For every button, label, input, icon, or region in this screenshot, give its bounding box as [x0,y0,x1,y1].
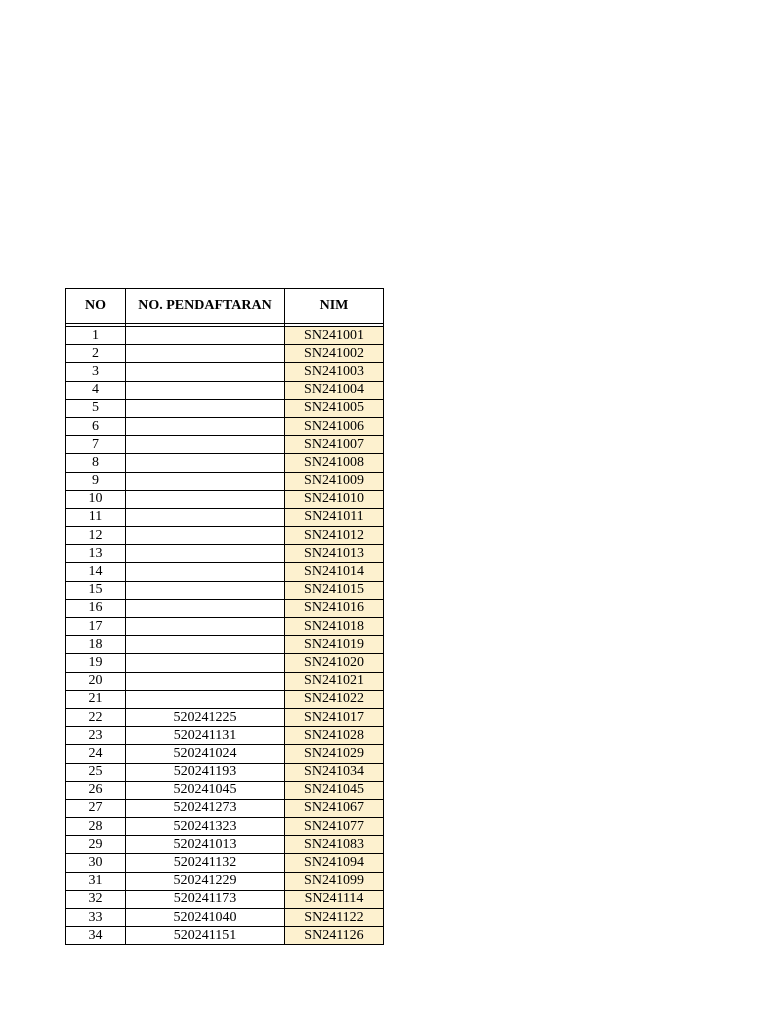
table-row [66,454,384,472]
table-row [66,818,384,836]
cell-no: 26 [66,781,126,799]
cell-no: 23 [66,727,126,745]
cell-nim: SN241077 [285,818,384,836]
cell-nim: SN241012 [285,527,384,545]
table-row [66,563,384,581]
cell-no: 29 [66,836,126,854]
cell-no: 11 [66,508,126,526]
table-header-row [66,289,384,324]
cell-registration-number [126,472,285,490]
cell-registration-number [126,327,285,345]
table-row [66,381,384,399]
cell-registration-number: 520241193 [126,763,285,781]
cell-no: 9 [66,472,126,490]
table-row [66,436,384,454]
cell-registration-number: 520241323 [126,818,285,836]
cell-nim: SN241020 [285,654,384,672]
table-row [66,854,384,872]
cell-registration-number [126,618,285,636]
cell-registration-number [126,527,285,545]
cell-nim: SN241019 [285,636,384,654]
table-row [66,581,384,599]
cell-registration-number: 520241273 [126,799,285,817]
cell-nim: SN241016 [285,599,384,617]
cell-no: 32 [66,890,126,908]
cell-registration-number: 520241024 [126,745,285,763]
cell-nim: SN241013 [285,545,384,563]
cell-no: 28 [66,818,126,836]
cell-no: 16 [66,599,126,617]
cell-no: 7 [66,436,126,454]
cell-no: 12 [66,527,126,545]
cell-registration-number [126,545,285,563]
table-row [66,927,384,945]
cell-registration-number: 520241151 [126,927,285,945]
table-row [66,654,384,672]
cell-nim: SN241028 [285,727,384,745]
cell-nim: SN241122 [285,909,384,927]
cell-registration-number [126,563,285,581]
table-body [66,324,384,945]
cell-nim: SN241001 [285,327,384,345]
cell-no: 18 [66,636,126,654]
cell-no: 10 [66,490,126,508]
cell-no: 15 [66,581,126,599]
cell-registration-number [126,363,285,381]
table-row [66,399,384,417]
cell-no: 31 [66,872,126,890]
cell-no: 1 [66,327,126,345]
table-row [66,872,384,890]
cell-registration-number: 520241045 [126,781,285,799]
cell-no: 6 [66,417,126,435]
cell-no: 5 [66,399,126,417]
cell-registration-number [126,345,285,363]
table-row [66,763,384,781]
cell-registration-number [126,417,285,435]
student-nim-table [65,288,384,945]
cell-registration-number [126,399,285,417]
table-row [66,527,384,545]
cell-registration-number: 520241229 [126,872,285,890]
cell-registration-number [126,654,285,672]
cell-registration-number [126,636,285,654]
cell-no: 22 [66,708,126,726]
cell-nim: SN241022 [285,690,384,708]
table-row [66,836,384,854]
table-row [66,909,384,927]
table-row [66,417,384,435]
cell-registration-number [126,490,285,508]
cell-registration-number [126,508,285,526]
cell-nim: SN241029 [285,745,384,763]
table-row [66,727,384,745]
cell-nim: SN241002 [285,345,384,363]
table-row [66,799,384,817]
cell-nim: SN241114 [285,890,384,908]
cell-no: 3 [66,363,126,381]
cell-registration-number [126,454,285,472]
cell-nim: SN241018 [285,618,384,636]
cell-nim: SN241008 [285,454,384,472]
table-row [66,781,384,799]
cell-no: 8 [66,454,126,472]
table-row [66,345,384,363]
cell-registration-number: 520241225 [126,708,285,726]
table-row [66,690,384,708]
table-row [66,599,384,617]
cell-no: 14 [66,563,126,581]
cell-nim: SN241045 [285,781,384,799]
cell-no: 25 [66,763,126,781]
cell-nim: SN241034 [285,763,384,781]
cell-no: 4 [66,381,126,399]
cell-nim: SN241007 [285,436,384,454]
table-row [66,363,384,381]
cell-nim: SN241014 [285,563,384,581]
cell-nim: SN241126 [285,927,384,945]
cell-registration-number [126,672,285,690]
cell-no: 21 [66,690,126,708]
table-row [66,327,384,345]
table-row [66,545,384,563]
cell-no: 13 [66,545,126,563]
cell-no: 27 [66,799,126,817]
table-row [66,745,384,763]
cell-nim: SN241017 [285,708,384,726]
cell-no: 33 [66,909,126,927]
cell-no: 2 [66,345,126,363]
cell-nim: SN241015 [285,581,384,599]
header-registration-number: NO. PENDAFTARAN [126,289,285,324]
table-row [66,890,384,908]
cell-nim: SN241005 [285,399,384,417]
cell-registration-number [126,436,285,454]
cell-registration-number: 520241132 [126,854,285,872]
cell-registration-number [126,599,285,617]
table-row [66,672,384,690]
cell-no: 20 [66,672,126,690]
header-no: NO [66,289,126,324]
cell-nim: SN241003 [285,363,384,381]
header-nim: NIM [285,289,384,324]
cell-no: 24 [66,745,126,763]
cell-nim: SN241083 [285,836,384,854]
cell-registration-number: 520241173 [126,890,285,908]
table-row [66,708,384,726]
cell-no: 19 [66,654,126,672]
cell-registration-number [126,690,285,708]
cell-nim: SN241004 [285,381,384,399]
cell-no: 17 [66,618,126,636]
cell-registration-number [126,381,285,399]
cell-nim: SN241094 [285,854,384,872]
cell-registration-number: 520241040 [126,909,285,927]
cell-nim: SN241021 [285,672,384,690]
cell-registration-number [126,581,285,599]
table-row [66,490,384,508]
cell-nim: SN241010 [285,490,384,508]
table-row [66,618,384,636]
cell-nim: SN241011 [285,508,384,526]
table-row [66,508,384,526]
cell-nim: SN241067 [285,799,384,817]
cell-nim: SN241006 [285,417,384,435]
table-row [66,472,384,490]
cell-no: 30 [66,854,126,872]
cell-registration-number: 520241013 [126,836,285,854]
cell-registration-number: 520241131 [126,727,285,745]
cell-nim: SN241099 [285,872,384,890]
table-row [66,636,384,654]
cell-nim: SN241009 [285,472,384,490]
cell-no: 34 [66,927,126,945]
